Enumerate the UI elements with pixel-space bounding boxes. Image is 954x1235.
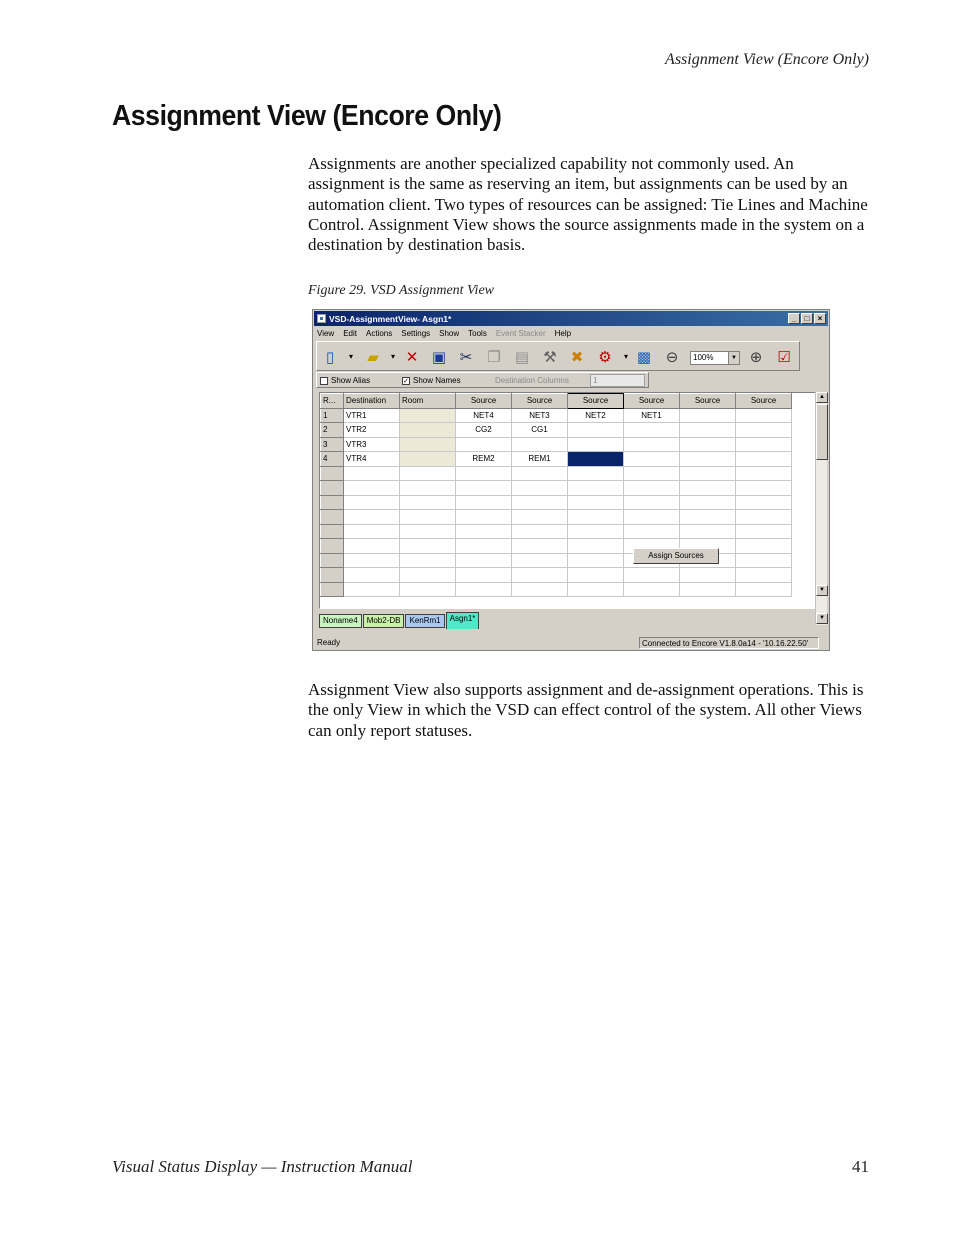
col-header-source[interactable]: Source (736, 394, 792, 409)
source-cell[interactable]: NET4 (456, 408, 512, 423)
view-tabs (319, 612, 479, 629)
empty-row (321, 539, 792, 554)
maximize-button[interactable]: □ (801, 313, 813, 324)
chevron-down-icon[interactable]: ▼ (728, 352, 739, 364)
tab-mob2-db[interactable]: Mob2-DB (363, 614, 405, 628)
options-bar (316, 372, 649, 388)
figure-caption: Figure 29. VSD Assignment View (308, 283, 494, 298)
show-names-label: Show Names (413, 376, 461, 385)
new-file-icon[interactable]: ▯ (325, 348, 335, 366)
source-cell[interactable]: REM2 (456, 452, 512, 467)
destination-cell[interactable]: VTR3 (344, 437, 400, 452)
copy-icon[interactable]: ❐ (487, 348, 501, 366)
header-row (321, 394, 792, 409)
show-alias-checkbox[interactable] (320, 376, 370, 385)
delete-icon[interactable]: ✕ (405, 348, 419, 366)
room-cell[interactable] (400, 408, 456, 423)
empty-row (321, 582, 792, 597)
table-row[interactable] (321, 437, 792, 452)
status-bar (315, 637, 827, 649)
source-cell[interactable] (456, 437, 512, 452)
vertical-scrollbar[interactable] (815, 392, 827, 625)
menu-event-stacker: Event Stacker (495, 329, 546, 338)
vsd-assignment-window (312, 309, 830, 651)
col-header-source[interactable]: Source (680, 394, 736, 409)
show-alias-label: Show Alias (331, 376, 371, 385)
destination-cell[interactable]: VTR1 (344, 408, 400, 423)
source-cell[interactable] (568, 437, 624, 452)
destination-cell[interactable]: VTR4 (344, 452, 400, 467)
zoom-value: 100% (693, 353, 714, 362)
source-cell[interactable] (736, 452, 792, 467)
empty-row (321, 495, 792, 510)
row-number[interactable]: 1 (321, 408, 344, 423)
scroll-down-icon[interactable]: ▼ (816, 585, 828, 596)
footer-manual-title: Visual Status Display — Instruction Manual (112, 1157, 413, 1176)
menu-view[interactable]: View (317, 329, 335, 338)
open-folder-icon[interactable]: ▰ (367, 348, 379, 366)
lock-icon[interactable]: ✖ (570, 348, 584, 366)
room-cell[interactable] (400, 452, 456, 467)
tab-noname4[interactable]: Noname4 (319, 614, 362, 628)
zoom-select[interactable] (690, 351, 740, 365)
intro-paragraph: Assignments are another specialized capability not commonly used. An assignment is the same as reserving an item, but assignments can be used by an automation client. Two types of resources can be assigned: Tie Lines and Machine Control. Assignment View shows the source assignments made in the system on a destination by destination basis. (308, 154, 868, 255)
source-cell[interactable] (680, 408, 736, 423)
tools-icon[interactable]: ⚒ (543, 348, 557, 366)
menu-settings[interactable]: Settings (401, 329, 431, 338)
show-names-checkbox[interactable] (402, 376, 461, 385)
room-cell[interactable] (400, 437, 456, 452)
chevron-down-icon[interactable]: ▾ (348, 352, 353, 361)
source-cell[interactable] (736, 437, 792, 452)
source-cell[interactable]: NET1 (624, 408, 680, 423)
toolbar (316, 341, 800, 371)
tab-kenrm1[interactable]: KenRm1 (405, 614, 444, 628)
col-header-row[interactable]: R... (321, 394, 344, 409)
source-cell[interactable]: NET3 (512, 408, 568, 423)
destination-cell[interactable]: VTR2 (344, 423, 400, 438)
assign-sources-menu-item[interactable]: Assign Sources (633, 548, 719, 564)
source-cell[interactable] (680, 452, 736, 467)
col-header-room[interactable]: Room (400, 394, 456, 409)
source-cell[interactable] (624, 437, 680, 452)
text-icon[interactable]: ▩ (636, 348, 652, 366)
source-cell[interactable] (624, 423, 680, 438)
col-header-source[interactable]: Source (568, 394, 624, 409)
cut-icon[interactable]: ✂ (459, 348, 473, 366)
col-header-source[interactable]: Source (456, 394, 512, 409)
paste-icon[interactable]: ▤ (514, 348, 530, 366)
empty-row (321, 466, 792, 481)
chevron-down-icon[interactable]: ▾ (623, 352, 628, 361)
source-cell[interactable] (568, 423, 624, 438)
source-cell[interactable]: CG1 (512, 423, 568, 438)
source-cell[interactable]: NET2 (568, 408, 624, 423)
window-titlebar[interactable] (314, 311, 828, 326)
assignment-grid (319, 392, 817, 609)
table-row[interactable] (321, 408, 792, 423)
menu-bar (317, 327, 571, 340)
menu-help[interactable]: Help (554, 329, 572, 338)
running-header: Assignment View (Encore Only) (665, 51, 869, 68)
menu-edit[interactable]: Edit (343, 329, 357, 338)
app-icon (317, 314, 326, 323)
col-header-destination[interactable]: Destination (344, 394, 400, 409)
menu-actions[interactable]: Actions (366, 329, 393, 338)
operations-paragraph: Assignment View also supports assignment and de-assignment operations. This is the only View in which the VSD can effect control of the system. All other Views can only report statuses. (308, 680, 864, 740)
minimize-button[interactable]: _ (788, 313, 800, 324)
destination-columns-label: Destination Columns (495, 376, 569, 385)
source-cell[interactable] (680, 423, 736, 438)
source-cell[interactable] (680, 437, 736, 452)
menu-show[interactable]: Show (439, 329, 460, 338)
col-header-source[interactable]: Source (512, 394, 568, 409)
scroll-down-icon[interactable]: ▼ (816, 613, 828, 624)
source-cell[interactable] (512, 437, 568, 452)
empty-row (321, 568, 792, 583)
col-header-source[interactable]: Source (624, 394, 680, 409)
source-cell[interactable]: CG2 (456, 423, 512, 438)
empty-row (321, 524, 792, 539)
source-cell[interactable] (736, 423, 792, 438)
checklist-icon[interactable]: ☑ (777, 348, 791, 366)
tab-asgn1[interactable]: Asgn1* (446, 612, 480, 629)
row-number[interactable]: 3 (321, 437, 344, 452)
status-ready: Ready (317, 638, 341, 647)
window-title: VSD-AssignmentView- Asgn1* (329, 313, 452, 324)
save-icon[interactable]: ▣ (431, 348, 447, 366)
room-cell[interactable] (400, 423, 456, 438)
source-cell[interactable] (736, 408, 792, 423)
source-cell[interactable] (624, 452, 680, 467)
page-number: 41 (852, 1157, 869, 1176)
show-alias-box[interactable] (320, 377, 328, 385)
scroll-thumb[interactable] (816, 404, 828, 460)
close-button[interactable]: × (814, 313, 826, 324)
check-icon[interactable]: ✓ (403, 377, 409, 385)
source-cell[interactable]: REM1 (512, 452, 568, 467)
settings-icon[interactable]: ⚙ (598, 348, 612, 366)
zoom-out-icon[interactable]: ⊖ (665, 348, 679, 366)
zoom-in-icon[interactable]: ⊕ (749, 348, 763, 366)
menu-tools[interactable]: Tools (468, 329, 487, 338)
section-title: Assignment View (Encore Only) (112, 100, 502, 132)
scroll-up-icon[interactable]: ▲ (816, 392, 828, 403)
empty-row (321, 510, 792, 525)
connection-status: Connected to Encore V1.8.0a14 - '10.16.22.50' (639, 637, 819, 649)
chevron-down-icon[interactable]: ▾ (390, 352, 395, 361)
table-row[interactable] (321, 423, 792, 438)
row-number[interactable]: 2 (321, 423, 344, 438)
selected-source-cell[interactable] (568, 452, 624, 467)
empty-row (321, 481, 792, 496)
row-number[interactable]: 4 (321, 452, 344, 467)
empty-row (321, 553, 792, 568)
destination-columns-select: 1 (590, 374, 645, 387)
table-row[interactable] (321, 452, 792, 467)
